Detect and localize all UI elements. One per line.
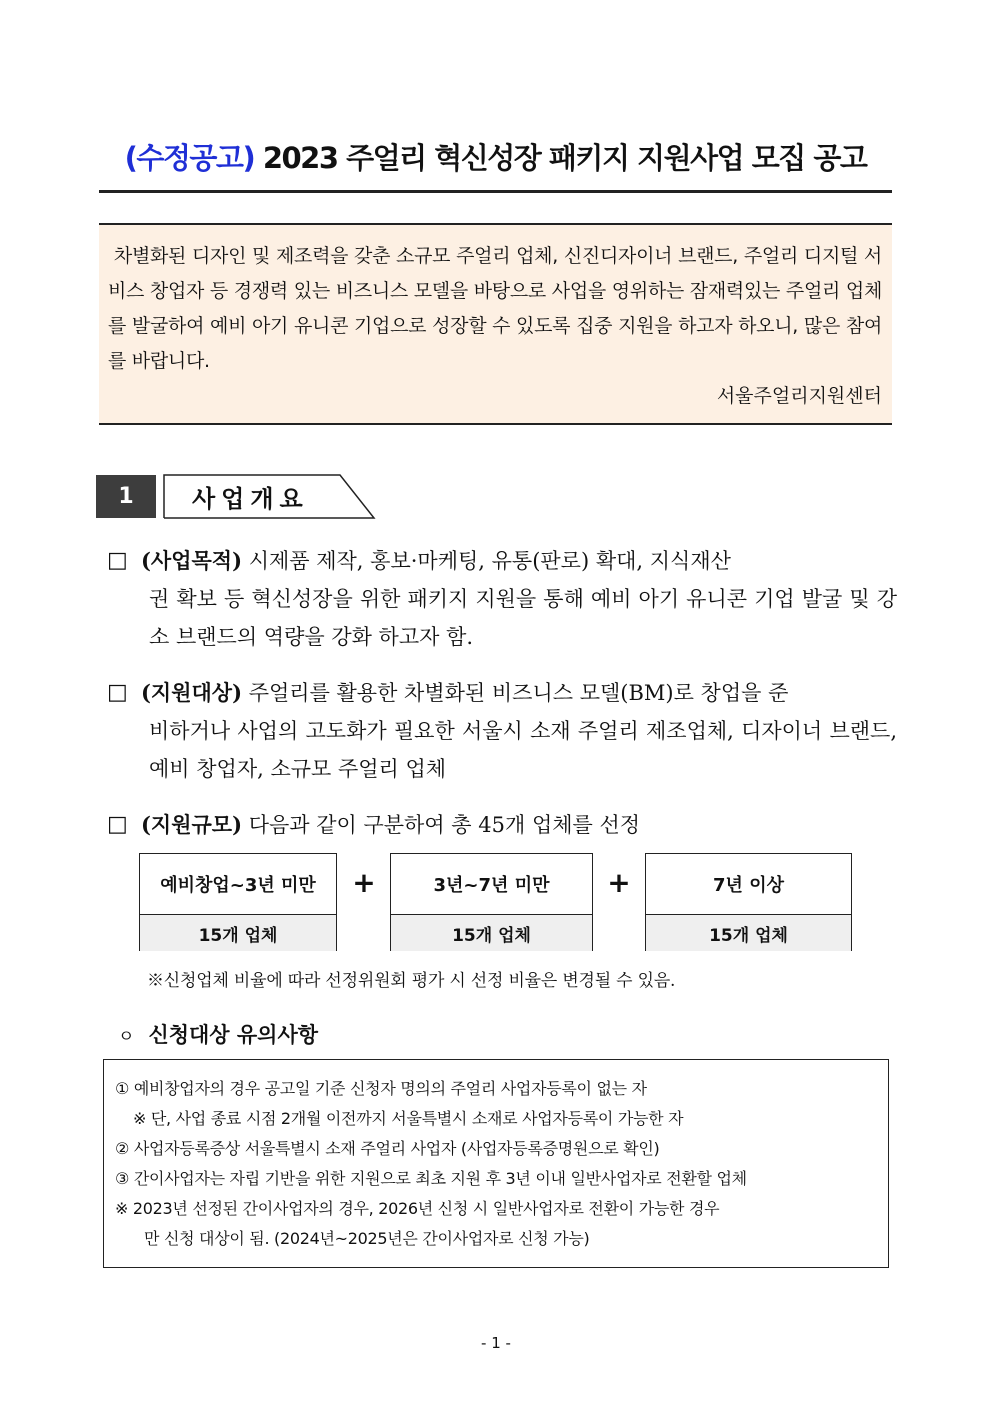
section-number: 1 [96,475,156,518]
bullet-text: 주얼리를 활용한 차별화된 비즈니스 모델(BM)로 창업을 준 [242,681,789,705]
document-title [99,136,892,180]
scale-box-count: 15개 업체 [646,915,851,951]
caution-box [103,1059,889,1268]
plus-icon: + [607,866,631,899]
bullet-text: 다음과 같이 구분하여 총 45개 업체를 선정 [242,813,641,837]
scale-box-label: 7년 이상 [646,854,851,915]
bullet-continuation: 권 확보 등 혁신성장을 위한 패키지 지원을 통해 예비 아기 유니콘 기업 발굴 및 강소 브랜드의 역량을 강화 하고자 함. [149,587,897,649]
title-tag: (수정공고) [124,141,255,175]
scale-box-label: 예비창업~3년 미만 [140,854,336,915]
intro-text: 차별화된 디자인 및 제조력을 갖춘 소규모 주얼리 업체, 신진디자이너 브랜드, 주얼리 디지털 서비스 창업자 등 경쟁력 있는 비즈니스 모델을 바탕으로 사업을 영위하는 잠재력있는 주얼리 업체를 발굴하여 예비 아기 유니콘 기업으로 성장할 수 있도록 집중 지원을 하고자 하오니, 많은 참여를 바랍니다. [108,245,882,372]
scale-box-count: 15개 업체 [391,915,592,951]
document-title-area [99,136,892,180]
circle-bullet-icon: ㅇ [118,1027,135,1047]
title-divider [99,190,892,193]
caution-line: 만 신청 대상이 됨. (2024년~2025년은 간이사업자로 신청 가능) [144,1229,590,1248]
caution-line: ※ 2023년 선정된 간이사업자의 경우, 2026년 신청 시 일반사업자로 전환이 가능한 경우 [115,1199,720,1218]
bullet-text: 시제품 제작, 홍보·마케팅, 유통(판로) 확대, 지식재산 [242,549,731,573]
page-number: - 1 - [481,1334,511,1352]
checkbox-square-icon: □ [107,680,128,705]
bullet-label: (사업목적) [141,548,243,573]
bullet-label: (지원대상) [141,680,243,705]
section-title: 사업개요 [192,485,309,513]
caution-line: ③ 간이사업자는 자립 기반을 위한 지원으로 최초 지원 후 3년 이내 일반사업자로 전환할 업체 [115,1169,747,1188]
scale-box-senior [645,853,852,951]
scale-box-label: 3년~7년 미만 [391,854,592,915]
scale-box-count: 15개 업체 [140,915,336,951]
bullet-continuation: 비하거나 사업의 고도화가 필요한 서울시 소재 주얼리 제조업체, 디자이너 브랜드, 예비 창업자, 소규모 주얼리 업체 [149,719,897,781]
caution-line: ※ 단, 사업 종료 시점 2개월 이전까지 서울특별시 소재로 사업자등록이 가능한 자 [133,1109,684,1128]
bullet-purpose [107,542,897,656]
caution-heading: ㅇ 신청대상 유의사항 [118,1022,319,1047]
checkbox-square-icon: □ [107,812,128,837]
bullet-label: (지원규모) [141,812,243,837]
bullet-scale [107,806,897,844]
scale-box-mid [390,853,593,951]
scale-note: ※신청업체 비율에 따라 선정위원회 평가 시 선정 비율은 변경될 수 있음. [147,971,676,991]
intro-signature: 서울주얼리지원센터 [716,385,882,407]
scale-box-startup [139,853,337,951]
title-text: 2023 주얼리 혁신성장 패키지 지원사업 모집 공고 [254,141,867,175]
bullet-target [107,674,897,788]
caution-line: ① 예비창업자의 경우 공고일 기준 신청자 명의의 주얼리 사업자등록이 없는 자 [115,1079,647,1098]
checkbox-square-icon: □ [107,548,128,573]
plus-icon: + [352,866,376,899]
caution-line: ② 사업자등록증상 서울특별시 소재 주얼리 사업자 (사업자등록증명원으로 확인) [115,1139,660,1158]
intro-box [99,223,892,425]
